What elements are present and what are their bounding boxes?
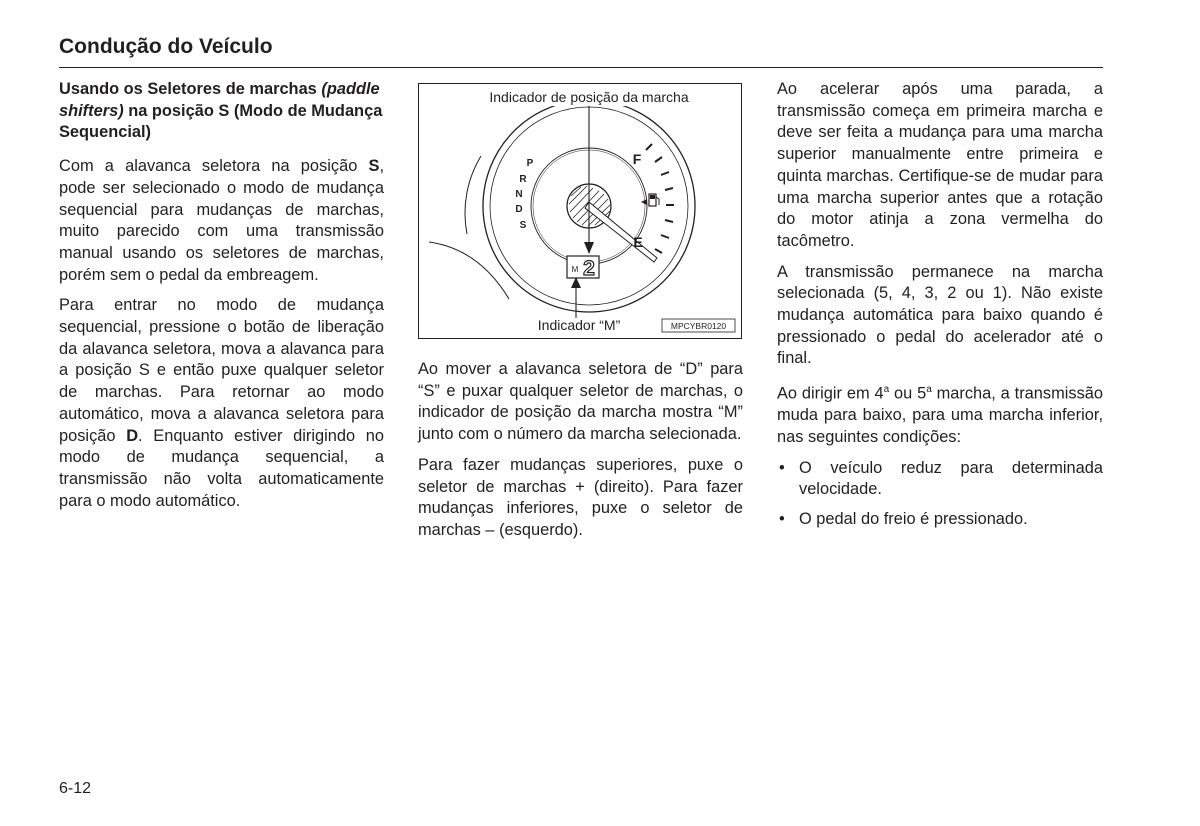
instrument-cluster-figure [418, 83, 742, 339]
fuel-full-label: F [632, 151, 642, 167]
paragraph: Ao acelerar após uma parada, a transmissão começa em primeira marcha e deve ser feita a mudança para uma marcha superior manualmente entre primeira e quinta marchas. Certifique-se de mudar para uma marcha superior antes que a rotação do motor atinja a zona vermelha do tacômetro. [777, 80, 1103, 250]
column-middle [418, 359, 743, 551]
list-item-text: O pedal do freio é pressionado. [799, 510, 1028, 529]
ordinal-superscript: a [883, 384, 890, 396]
gear-letter-s: S [519, 220, 527, 231]
gear-letter-n: N [515, 189, 523, 200]
subheading-italic: (paddle shifters) [59, 80, 380, 120]
subheading-text-start: Usando os Seletores de marchas [59, 80, 322, 98]
paragraph [59, 295, 384, 512]
m-indicator-label: Indicador “M” [537, 317, 621, 333]
paragraph-text: . Enquanto estiver dirigindo no modo de mudança sequencial, a transmissão não volta automaticamente para o modo automático. [59, 426, 384, 510]
gear-number-display: 2 [583, 257, 595, 280]
paragraph-text: Com a alavanca seletora na posição [59, 157, 369, 176]
gear-letter-r: R [519, 174, 527, 185]
gear-letter-d: D [515, 204, 523, 215]
header-rule [59, 67, 1103, 68]
figure-code: MPCYBR0120 [670, 321, 727, 331]
fuel-empty-label: E [633, 234, 643, 250]
column-left [59, 79, 384, 521]
list-item [777, 458, 1103, 501]
paragraph: Para fazer mudanças superiores, puxe o seletor de marchas + (direito). Para fazer mudanças inferiores, puxe o seletor de marchas – (esquerdo). [418, 455, 743, 539]
paragraph-text: , pode ser selecionado o modo de mudança sequencial para mudanças de marchas, muito parecido com uma transmissão manual usando os seletores de marchas, porém sem o pedal da embreagem. [59, 157, 384, 284]
bullet-icon: • [779, 458, 785, 477]
paragraph-text: marcha, a transmissão muda para baixo, para uma marcha inferior, nas seguintes condições: [777, 384, 1104, 447]
paragraph: Ao mover a alavanca seletora de “D” para “S” e puxar qualquer seletor de marchas, o indicador de posição da marcha mostra “M” junto com o número da marcha selecionada. [418, 360, 743, 444]
page-number: 6-12 [59, 780, 92, 797]
list-item [777, 509, 1103, 531]
paragraph-text: ou 5 [889, 384, 927, 403]
condition-list [777, 458, 1103, 531]
paragraph [777, 379, 1103, 449]
gear-indicator-label: Indicador de posição da marcha [489, 89, 689, 105]
bezel-arc [465, 156, 481, 234]
bold-letter: S [368, 157, 380, 176]
manual-mode-letter: M [571, 265, 579, 274]
paragraph [59, 156, 384, 286]
bullet-icon: • [779, 510, 785, 529]
paragraph: A transmissão permanece na marcha selecionada (5, 4, 3, 2 ou 1). Não existe mudança automática para baixo quando é pressionado o pedal do acelerador até o final. [777, 262, 1103, 368]
gauge-illustration [419, 84, 740, 337]
paragraph-text: Ao dirigir em 4 [777, 384, 884, 403]
bold-letter: D [126, 426, 139, 445]
page-title: Condução do Veículo [59, 35, 273, 58]
paragraph-text: Para entrar no modo de mudança sequencial, pressione o botão de liberação da alavanca seletora, mova a alavanca para a posição S e então puxe qualquer seletor de marchas. Para retornar ao modo automático, mova a alavanca seletora para posição [59, 296, 384, 445]
column-right [777, 79, 1103, 539]
gear-letter-p: P [526, 158, 534, 169]
section-subheading [59, 79, 384, 144]
list-item-text: O veículo reduz para determinada velocidade. [799, 458, 1103, 499]
subheading-text-end: na posição S (Modo de Mudança Sequencial) [59, 101, 383, 142]
ordinal-superscript: a [926, 384, 932, 396]
